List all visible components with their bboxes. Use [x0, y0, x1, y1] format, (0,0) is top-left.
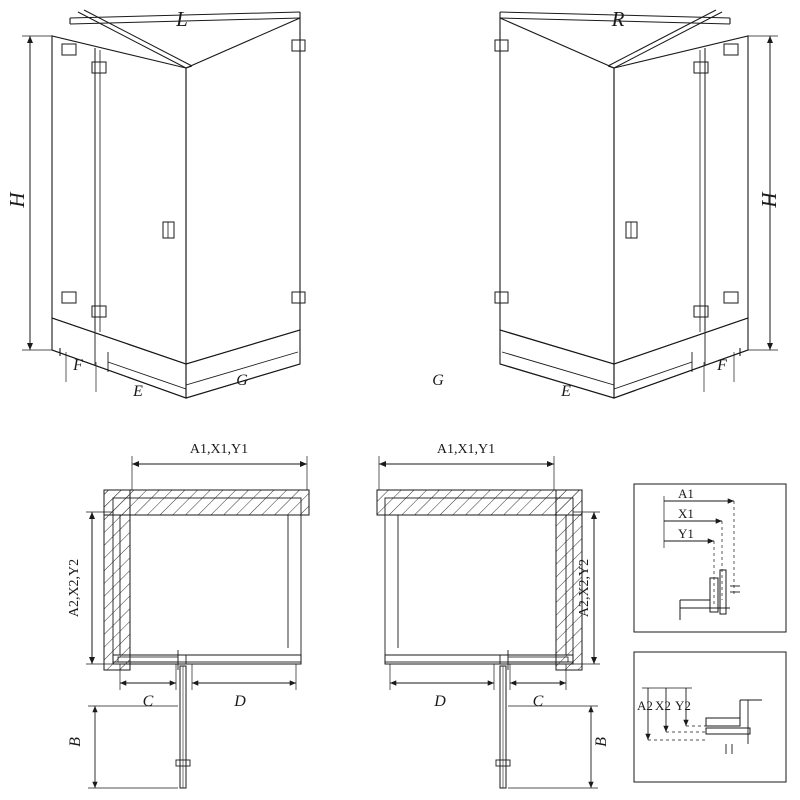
- detail-top-label-x1: X1: [678, 506, 694, 521]
- label-base-g-left: G: [236, 372, 248, 389]
- label-base-f-right: F: [717, 357, 727, 374]
- plan-view-left: [86, 456, 309, 788]
- iso-view-left: [22, 10, 305, 398]
- dim-plan-left-d: D: [234, 693, 246, 710]
- detail-view-top: [634, 484, 786, 632]
- dim-plan-left-b: B: [67, 737, 84, 747]
- detail-top-label-y1: Y1: [678, 526, 694, 541]
- label-base-e-left: E: [133, 383, 143, 400]
- detail-view-bottom: [634, 652, 786, 782]
- detail-top-label-a1: A1: [678, 486, 694, 501]
- label-handing-left: L: [176, 7, 188, 31]
- dim-plan-left-side: A2,X2,Y2: [67, 558, 82, 618]
- label-height-left: H: [5, 192, 29, 208]
- label-height-right: H: [757, 192, 781, 208]
- dim-plan-right-side: A2,X2,Y2: [577, 558, 592, 618]
- detail-bottom-label-y2: Y2: [675, 698, 691, 713]
- detail-bottom-label-x2: X2: [655, 698, 671, 713]
- label-handing-right: R: [611, 7, 625, 31]
- dim-plan-right-top: A1,X1,Y1: [436, 442, 496, 457]
- detail-bottom-label-a2: A2: [637, 698, 653, 713]
- label-base-g-right: G: [432, 372, 444, 389]
- plan-view-right: [377, 456, 600, 788]
- label-base-f-left: F: [73, 357, 83, 374]
- dim-plan-right-c: C: [532, 693, 544, 710]
- dim-plan-left-c: C: [142, 693, 154, 710]
- dim-plan-right-d: D: [434, 693, 446, 710]
- label-base-e-right: E: [561, 383, 571, 400]
- dim-plan-left-top: A1,X1,Y1: [189, 442, 249, 457]
- dim-plan-right-b: B: [593, 737, 610, 747]
- iso-view-right: [495, 10, 778, 398]
